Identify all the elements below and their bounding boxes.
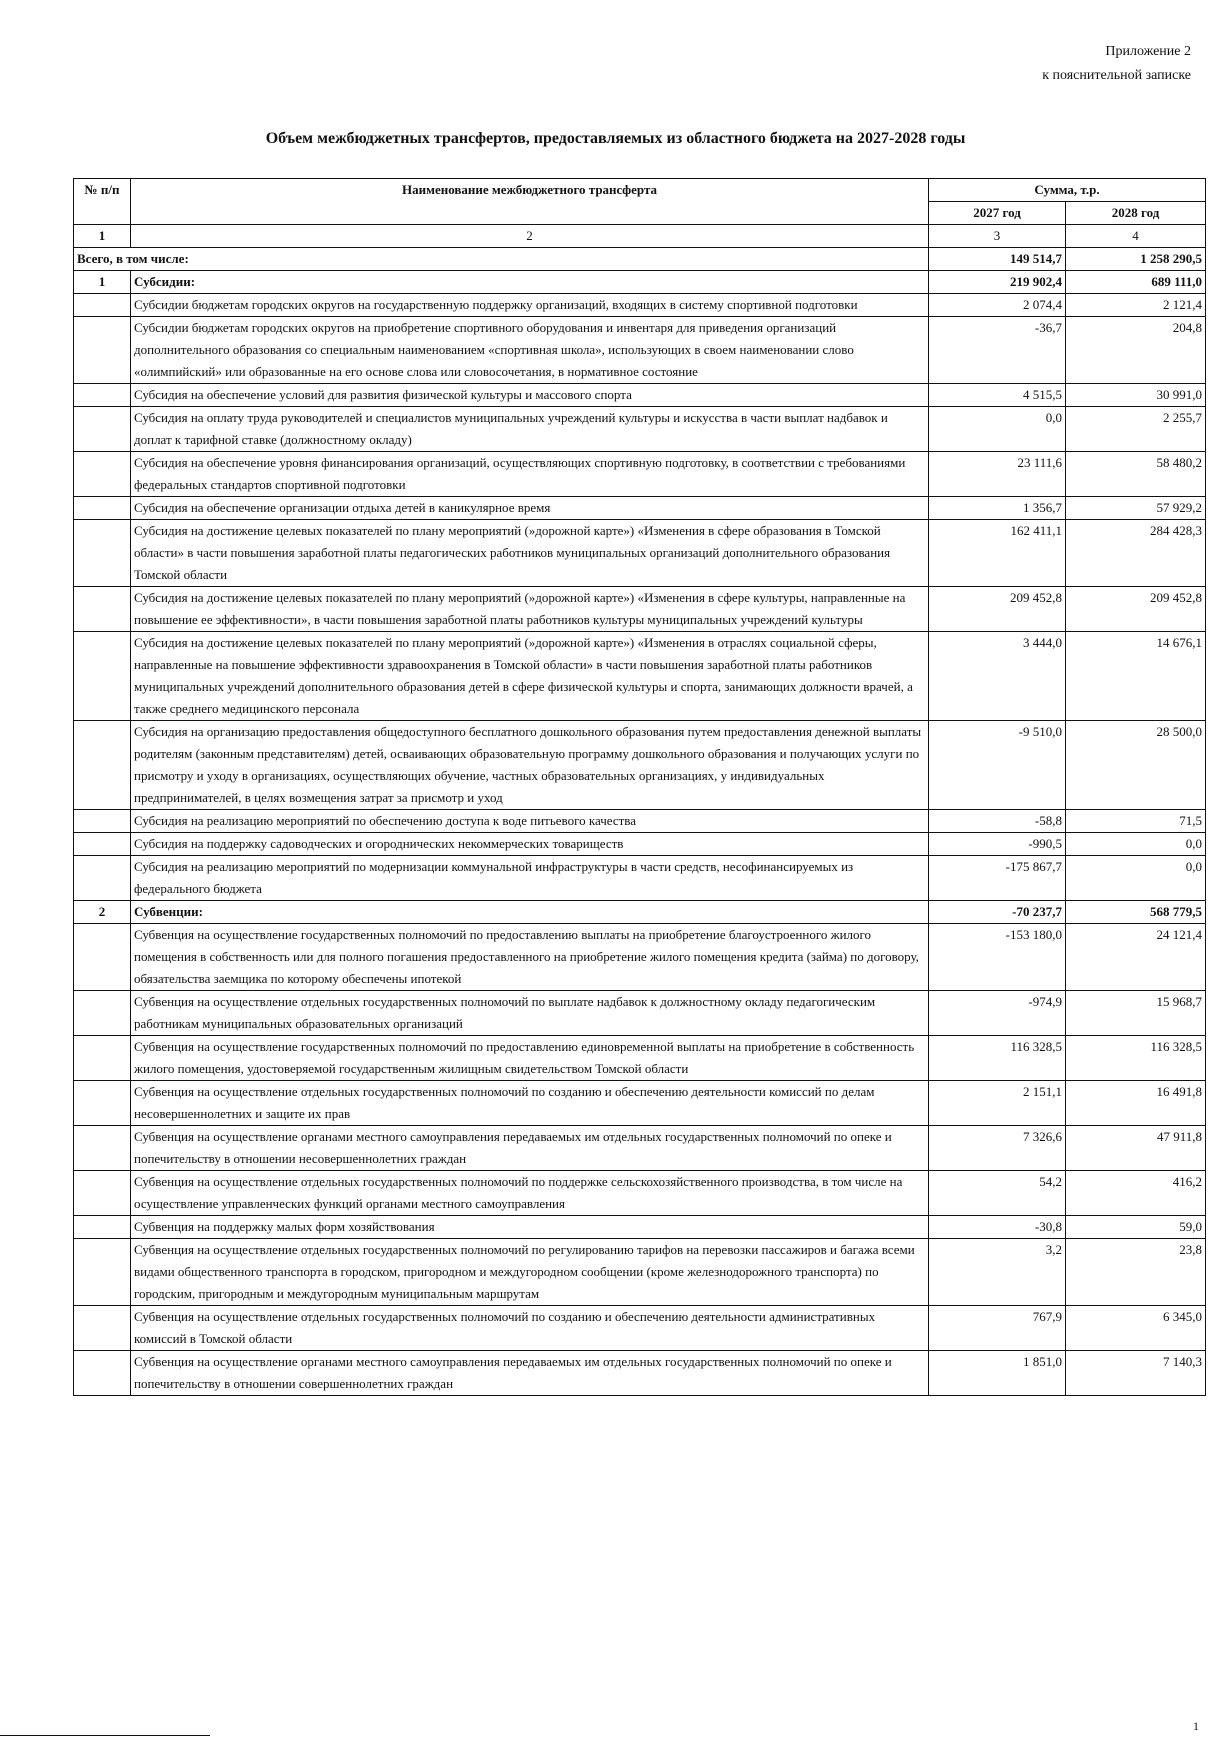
section-2027: -70 237,7: [929, 901, 1066, 924]
header-row: [74, 179, 1206, 202]
transfer-name: Субсидия на достижение целевых показателей по плану мероприятий (»дорожной карте») «Изменения в отраслях социальной сферы, направленные на повышение эффективности здравоохранения в Томской области» в части повышения заработной платы работников муниципальных учреждений дополнительного образования детей в сфере физической культуры и спорта, занимающих должности врачей, а также среднего медицинского персонала: [131, 632, 929, 721]
transfer-row: [74, 407, 1206, 452]
empty-num-cell: [74, 1081, 131, 1126]
transfer-2028: 71,5: [1066, 810, 1206, 833]
section-row: [74, 271, 1206, 294]
transfer-row: [74, 1306, 1206, 1351]
transfer-name: Субсидии бюджетам городских округов на государственную поддержку организаций, входящих в систему спортивной подготовки: [131, 294, 929, 317]
empty-num-cell: [74, 1306, 131, 1351]
transfer-2027: 3,2: [929, 1239, 1066, 1306]
empty-num-cell: [74, 1351, 131, 1396]
transfer-2027: 2 151,1: [929, 1081, 1066, 1126]
transfer-2027: 3 444,0: [929, 632, 1066, 721]
empty-num-cell: [74, 384, 131, 407]
transfer-2027: 162 411,1: [929, 520, 1066, 587]
transfer-name: Субвенция на осуществление отдельных государственных полномочий по выплате надбавок к должностному окладу педагогическим работникам муниципальных образовательных организаций: [131, 991, 929, 1036]
transfer-2028: 16 491,8: [1066, 1081, 1206, 1126]
transfer-name: Субсидия на организацию предоставления общедоступного бесплатного дошкольного образования путем предоставления денежной выплаты родителям (законным представителям) детей, осваивающих образовательную программу дошкольного образования и получающих услуги по присмотру и уходу в организациях, осуществляющих обучение, частных образовательных организациях, у индивидуальных предпринимателей, в целях возмещения затрат за присмотр и уход: [131, 721, 929, 810]
header-year-2028: 2028 год: [1066, 202, 1206, 225]
transfer-name: Субвенция на осуществление органами местного самоуправления передаваемых им отдельных государственных полномочий по опеке и попечительству в отношении несовершеннолетних граждан: [131, 1126, 929, 1171]
transfer-2027: 1 356,7: [929, 497, 1066, 520]
transfer-2028: 209 452,8: [1066, 587, 1206, 632]
transfer-2028: 204,8: [1066, 317, 1206, 384]
transfer-2027: 4 515,5: [929, 384, 1066, 407]
transfer-row: [74, 856, 1206, 901]
section-2028: 689 111,0: [1066, 271, 1206, 294]
section-number: 1: [74, 271, 131, 294]
transfer-2028: 0,0: [1066, 856, 1206, 901]
transfer-row: [74, 833, 1206, 856]
transfer-row: [74, 1036, 1206, 1081]
transfer-2027: 0,0: [929, 407, 1066, 452]
col-index-3: 3: [929, 225, 1066, 248]
transfer-name: Субсидия на оплату труда руководителей и специалистов муниципальных учреждений культуры и искусства в части выплат надбавок и доплат к тарифной ставке (должностному окладу): [131, 407, 929, 452]
transfer-2027: 2 074,4: [929, 294, 1066, 317]
transfer-2027: -175 867,7: [929, 856, 1066, 901]
transfer-2028: 30 991,0: [1066, 384, 1206, 407]
header-name: Наименование межбюджетного трансферта: [131, 179, 929, 225]
page-number: 1: [1193, 1719, 1199, 1733]
transfer-2028: 0,0: [1066, 833, 1206, 856]
empty-num-cell: [74, 497, 131, 520]
annex-line-2: к пояснительной записке: [1042, 68, 1191, 83]
transfer-2028: 24 121,4: [1066, 924, 1206, 991]
transfer-row: [74, 497, 1206, 520]
col-index-4: 4: [1066, 225, 1206, 248]
transfer-name: Субсидия на реализацию мероприятий по обеспечению доступа к воде питьевого качества: [131, 810, 929, 833]
total-2028: 1 258 290,5: [1066, 248, 1206, 271]
section-row: [74, 901, 1206, 924]
transfer-2027: -9 510,0: [929, 721, 1066, 810]
section-2028: 568 779,5: [1066, 901, 1206, 924]
transfer-row: [74, 452, 1206, 497]
transfer-name: Субсидия на поддержку садоводческих и огороднических некоммерческих товариществ: [131, 833, 929, 856]
transfer-row: [74, 991, 1206, 1036]
transfer-row: [74, 317, 1206, 384]
empty-num-cell: [74, 856, 131, 901]
transfer-name: Субвенция на осуществление органами местного самоуправления передаваемых им отдельных государственных полномочий по опеке и попечительству в отношении совершеннолетних граждан: [131, 1351, 929, 1396]
transfer-2027: -153 180,0: [929, 924, 1066, 991]
empty-num-cell: [74, 1036, 131, 1081]
transfer-2028: 28 500,0: [1066, 721, 1206, 810]
transfer-2027: 116 328,5: [929, 1036, 1066, 1081]
transfer-2027: -990,5: [929, 833, 1066, 856]
document-title: Объем межбюджетных трансфертов, предоставляемых из областного бюджета на 2027-2028 годы: [265, 130, 966, 147]
transfer-2027: 54,2: [929, 1171, 1066, 1216]
transfer-2028: 14 676,1: [1066, 632, 1206, 721]
transfer-2027: 7 326,6: [929, 1126, 1066, 1171]
transfer-name: Субсидия на обеспечение уровня финансирования организаций, осуществляющих спортивную подготовку, в соответствии с требованиями федеральных стандартов спортивной подготовки: [131, 452, 929, 497]
annex-block: [1042, 40, 1191, 88]
empty-num-cell: [74, 1126, 131, 1171]
transfer-2027: -36,7: [929, 317, 1066, 384]
transfer-name: Субсидия на достижение целевых показателей по плану мероприятий (»дорожной карте») «Изменения в сфере образования в Томской области» в части повышения заработной платы педагогических работников муниципальных организаций дополнительного образования Томской области: [131, 520, 929, 587]
transfer-2028: 2 255,7: [1066, 407, 1206, 452]
transfer-row: [74, 1171, 1206, 1216]
transfer-name: Субвенция на осуществление отдельных государственных полномочий по созданию и обеспечению деятельности комиссий по делам несовершеннолетних и защите их прав: [131, 1081, 929, 1126]
empty-num-cell: [74, 924, 131, 991]
empty-num-cell: [74, 810, 131, 833]
empty-num-cell: [74, 1171, 131, 1216]
transfers-table: [73, 178, 1206, 1396]
transfer-2027: -974,9: [929, 991, 1066, 1036]
empty-num-cell: [74, 1239, 131, 1306]
empty-num-cell: [74, 991, 131, 1036]
transfer-row: [74, 1216, 1206, 1239]
empty-num-cell: [74, 294, 131, 317]
transfer-name: Субсидия на реализацию мероприятий по модернизации коммунальной инфраструктуры в части средств, несофинансируемых из федерального бюджета: [131, 856, 929, 901]
col-index-1: 1: [74, 225, 131, 248]
transfer-2028: 7 140,3: [1066, 1351, 1206, 1396]
section-label: Субсидии:: [131, 271, 929, 294]
transfer-row: [74, 1081, 1206, 1126]
empty-num-cell: [74, 587, 131, 632]
transfer-row: [74, 520, 1206, 587]
empty-num-cell: [74, 721, 131, 810]
transfer-2028: 58 480,2: [1066, 452, 1206, 497]
empty-num-cell: [74, 632, 131, 721]
transfer-row: [74, 294, 1206, 317]
transfer-name: Субсидия на обеспечение организации отдыха детей в каникулярное время: [131, 497, 929, 520]
transfer-2027: 767,9: [929, 1306, 1066, 1351]
transfer-row: [74, 587, 1206, 632]
empty-num-cell: [74, 317, 131, 384]
transfer-name: Субвенция на поддержку малых форм хозяйствования: [131, 1216, 929, 1239]
transfer-name: Субвенция на осуществление государственных полномочий по предоставлению выплаты на приобретение благоустроенного жилого помещения в собственность или для полного погашения предоставленного на приобретение жилого помещения кредита (займа) по договору, обязательства заемщика по которому обеспечены ипотекой: [131, 924, 929, 991]
transfer-name: Субсидии бюджетам городских округов на приобретение спортивного оборудования и инвентаря для приведения организаций дополнительного образования со специальным наименованием «спортивная школа», использующих в своем наименовании слово «олимпийский» или образованные на его основе слова или словосочетания, в нормативное состояние: [131, 317, 929, 384]
transfer-2027: 23 111,6: [929, 452, 1066, 497]
transfer-row: [74, 1126, 1206, 1171]
transfer-row: [74, 721, 1206, 810]
transfer-row: [74, 1239, 1206, 1306]
transfer-row: [74, 384, 1206, 407]
transfer-row: [74, 632, 1206, 721]
transfer-name: Субвенция на осуществление отдельных государственных полномочий по регулированию тарифов на перевозки пассажиров и багажа всеми видами общественного транспорта в городском, пригородном и междугородном сообщении (кроме железнодорожного транспорта) по городским, пригородным и междугородным муниципальным маршрутам: [131, 1239, 929, 1306]
transfer-2028: 416,2: [1066, 1171, 1206, 1216]
transfer-name: Субвенция на осуществление государственных полномочий по предоставлению единовременной выплаты на приобретение в собственность жилого помещения, удостоверяемой государственным жилищным свидетельством Томской области: [131, 1036, 929, 1081]
transfer-2028: 47 911,8: [1066, 1126, 1206, 1171]
section-number: 2: [74, 901, 131, 924]
transfer-2027: -30,8: [929, 1216, 1066, 1239]
transfer-2028: 23,8: [1066, 1239, 1206, 1306]
empty-num-cell: [74, 452, 131, 497]
column-index-row: [74, 225, 1206, 248]
empty-num-cell: [74, 833, 131, 856]
transfer-2028: 6 345,0: [1066, 1306, 1206, 1351]
transfer-name: Субсидия на достижение целевых показателей по плану мероприятий (»дорожной карте») «Изменения в сфере культуры, направленные на повышение ее эффективности», в части повышения заработной платы работников культуры муниципальных учреждений культуры: [131, 587, 929, 632]
transfer-row: [74, 810, 1206, 833]
transfer-2027: 209 452,8: [929, 587, 1066, 632]
transfer-row: [74, 1351, 1206, 1396]
header-sum: Сумма, т.р.: [929, 179, 1206, 202]
transfer-2028: 15 968,7: [1066, 991, 1206, 1036]
footer-rule: [0, 1735, 210, 1736]
empty-num-cell: [74, 520, 131, 587]
transfer-2028: 116 328,5: [1066, 1036, 1206, 1081]
transfer-2028: 284 428,3: [1066, 520, 1206, 587]
empty-num-cell: [74, 407, 131, 452]
empty-num-cell: [74, 1216, 131, 1239]
transfer-name: Субвенция на осуществление отдельных государственных полномочий по созданию и обеспечению деятельности административных комиссий в Томской области: [131, 1306, 929, 1351]
total-label: Всего, в том числе:: [74, 248, 929, 271]
header-year-2027: 2027 год: [929, 202, 1066, 225]
transfer-name: Субсидия на обеспечение условий для развития физической культуры и массового спорта: [131, 384, 929, 407]
total-row: [74, 248, 1206, 271]
col-index-2: 2: [131, 225, 929, 248]
transfer-2028: 2 121,4: [1066, 294, 1206, 317]
transfer-name: Субвенция на осуществление отдельных государственных полномочий по поддержке сельскохозяйственного производства, в том числе на осуществление управленческих функций органами местного самоуправления: [131, 1171, 929, 1216]
total-2027: 149 514,7: [929, 248, 1066, 271]
transfer-2027: 1 851,0: [929, 1351, 1066, 1396]
transfer-2028: 57 929,2: [1066, 497, 1206, 520]
transfer-row: [74, 924, 1206, 991]
annex-line-1: Приложение 2: [1105, 44, 1191, 59]
section-2027: 219 902,4: [929, 271, 1066, 294]
transfer-2028: 59,0: [1066, 1216, 1206, 1239]
transfer-2027: -58,8: [929, 810, 1066, 833]
header-num: № п/п: [74, 179, 131, 225]
section-label: Субвенции:: [131, 901, 929, 924]
